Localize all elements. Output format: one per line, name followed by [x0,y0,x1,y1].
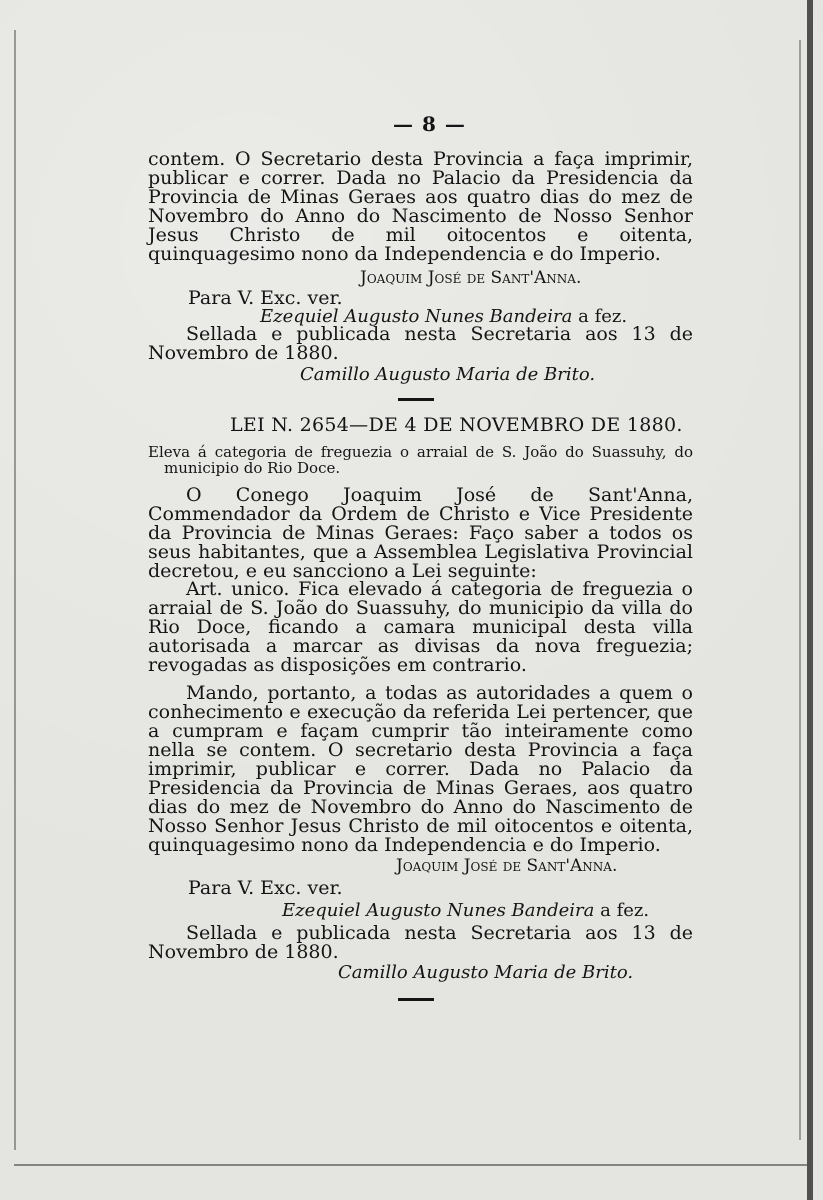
law2-sealed: Sellada e publicada nesta Secretaria aos 13 de Novembro de 1880. [148,922,693,963]
law2-summary: Eleva á categoria de freguezia o arraial de S. João do Suassuhy, do municipio do Rio Doce. [148,443,693,477]
law2-scribe: Ezequiel Augusto Nunes Bandeira [282,900,595,921]
law2-heading: LEI N. 2654—DE 4 DE NOVEMBRO DE 1880. [230,414,683,436]
end-divider [398,998,434,1001]
law1-para-ver: Para V. Exc. ver. [188,287,343,309]
page-number: — 8 — [393,112,466,136]
law2-para-ver: Para V. Exc. ver. [188,877,343,899]
scan-left-edge [14,30,16,1150]
law1-scribe: Ezequiel Augusto Nunes Bandeira [260,306,573,327]
section-divider [398,398,434,401]
law2-preamble: O Conego Joaquim José de Sant'Anna, Commendador da Ordem de Christo e Vice Presidente da Provincia de Minas Geraes: Faço saber a todos os seus habitantes, que a Assemblea Legislativa Provincial decretou, e eu sancciono a Lei seguinte: [148,484,693,582]
law1-sealed: Sellada e publicada nesta Secretaria aos 13 de Novembro de 1880. [148,323,693,364]
law2-scribe-suffix: a fez. [600,900,650,921]
law2-scribe-line [282,900,649,921]
law2-signature: Joaquim José de Sant'Anna. [396,856,618,876]
law1-secretary: Camillo Augusto Maria de Brito. [300,364,596,385]
law1-closing-paragraph: contem. O Secretario desta Provincia a faça imprimir, publicar e correr. Dada no Palacio da Presidencia da Provincia de Minas Geraes aos quatro dias do mez de Novembro do Anno do Nascimento de Nosso Senhor Jesus Christo de mil oitocentos e oitenta, quinquagesimo nono da Independencia e do Imperio. [148,148,693,265]
scan-bottom-edge [14,1164,807,1166]
law2-secretary: Camillo Augusto Maria de Brito. [338,962,634,983]
scan-right-edge [807,0,813,1200]
law2-article: Art. unico. Fica elevado á categoria de freguezia o arraial de S. João do Suassuhy, do municipio da villa do Rio Doce, ficando a camara municipal desta villa autorisada a marcar as divisas da nova freguezia; revogadas as disposições em contrario. [148,578,693,676]
law1-scribe-suffix: a fez. [578,306,628,327]
law2-closing-paragraph: Mando, portanto, a todas as autoridades a quem o conhecimento e execução da referida Lei pertencer, que a cumpram e façam cumprir tão inteiramente como nella se contem. O secretario desta Provincia a faça imprimir, publicar e correr. Dada no Palacio da Presidencia da Provincia de Minas Geraes, aos quatro dias do mez de Novembro do Anno do Nascimento de Nosso Senhor Jesus Christo de mil oitocentos e oitenta, quinquagesimo nono da Independencia e do Imperio. [148,682,693,856]
law1-signature: Joaquim José de Sant'Anna. [360,268,582,288]
scan-right-fold [799,40,801,1140]
